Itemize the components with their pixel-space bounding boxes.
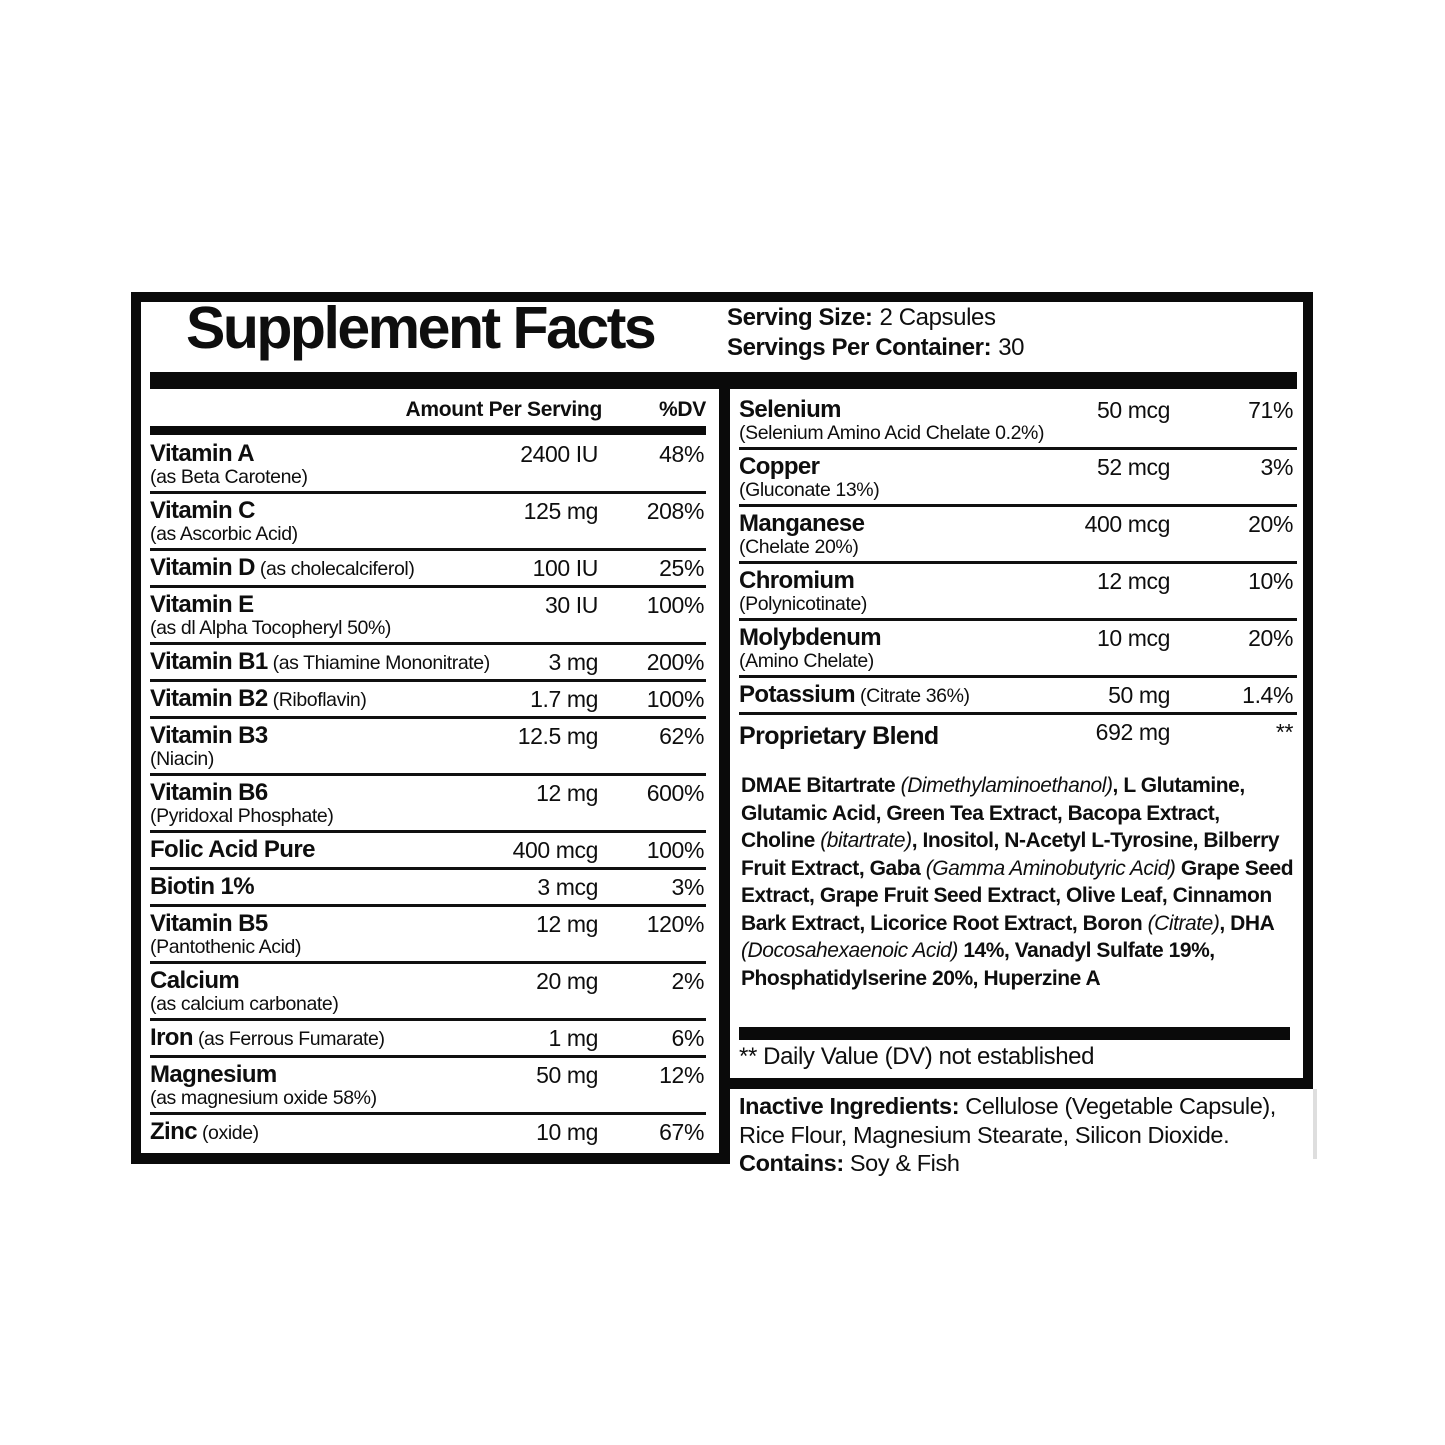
nutrient-label — [739, 510, 1297, 557]
text-segment: , Inositol, N-Acetyl L-Tyrosine, Bilberry Fruit Extract, Gaba — [741, 829, 1280, 880]
nutrient-label — [739, 567, 1297, 614]
nutrient-label — [150, 497, 706, 544]
nutrient-dv: 48% — [659, 441, 704, 467]
nutrient-subname: (Citrate 36%) — [859, 685, 970, 707]
nutrient-amount: 100 IU — [532, 555, 598, 581]
nutrient-row — [150, 830, 706, 867]
nutrient-row — [150, 1055, 706, 1112]
nutrient-amount: 50 mcg — [1096, 397, 1170, 423]
nutrient-subname: (as Ascorbic Acid) — [150, 523, 298, 545]
nutrient-name: Vitamin B3 — [150, 722, 268, 749]
text-segment: , L Glutamine, Glutamic Acid, Green Tea Extract, Bacopa Extract, Choline — [741, 774, 1245, 852]
nutrient-name: Selenium — [739, 396, 841, 423]
nutrient-dv: 100% — [646, 837, 704, 863]
nutrient-label — [150, 722, 706, 769]
text-segment: (bitartrate) — [820, 829, 912, 852]
nutrient-subname: (Pyridoxal Phosphate) — [150, 805, 334, 827]
left-nutrient-column — [150, 437, 706, 1149]
serving-size-value: 2 Capsules — [879, 304, 996, 331]
label-border-left — [131, 292, 141, 1164]
nutrient-name: Iron — [150, 1024, 193, 1051]
nutrient-name: Vitamin C — [150, 497, 255, 524]
nutrient-dv: 3% — [671, 874, 704, 900]
nutrient-dv: 20% — [1248, 511, 1293, 537]
nutrient-name: Vitamin E — [150, 591, 254, 618]
nutrient-dv: 120% — [646, 911, 704, 937]
nutrient-row — [150, 642, 706, 679]
nutrient-subname: (Niacin) — [150, 748, 214, 770]
proprietary-blend-row — [739, 712, 1297, 756]
text-segment: Grape Seed Extract, Grape Fruit Seed Extract, Olive Leaf, Cinnamon Bark Extract, Licorice Root Extract, Boron — [741, 856, 1294, 935]
serving-size-label: Serving Size: — [727, 304, 873, 331]
nutrient-row — [739, 561, 1297, 618]
dv-header: %DV — [659, 398, 706, 421]
nutrient-name: Chromium — [739, 567, 855, 594]
nutrient-dv: 6% — [671, 1025, 704, 1051]
nutrient-dv: 25% — [659, 555, 704, 581]
nutrient-subname: (as Ferrous Fumarate) — [197, 1028, 385, 1050]
right-column-bottom-border — [719, 1078, 1313, 1089]
nutrient-name: Calcium — [150, 967, 240, 994]
nutrient-amount: 30 IU — [545, 592, 598, 618]
text-segment: (Dimethylaminoethanol) — [900, 774, 1113, 797]
nutrient-subname: (as calcium carbonate) — [150, 993, 339, 1015]
header-thick-rule — [150, 372, 1297, 389]
inactive-ingredients — [739, 1092, 1305, 1178]
nutrient-row — [739, 504, 1297, 561]
text-segment: (Docosahexaenoic Acid) — [741, 939, 958, 962]
label-border-right — [1303, 292, 1313, 1089]
nutrient-dv: 600% — [646, 780, 704, 806]
nutrient-amount: 3 mcg — [537, 874, 598, 900]
nutrient-row — [150, 548, 706, 585]
nutrient-row — [150, 491, 706, 548]
nutrient-row — [150, 1018, 706, 1055]
nutrient-subname: (Riboflavin) — [272, 689, 367, 711]
nutrient-row — [739, 675, 1297, 712]
nutrient-subname: (Chelate 20%) — [739, 536, 859, 558]
nutrient-name: Zinc — [150, 1118, 197, 1145]
nutrient-subname: (Selenium Amino Acid Chelate 0.2%) — [739, 422, 1045, 444]
nutrient-name: Vitamin B5 — [150, 910, 268, 937]
nutrient-subname: (Amino Chelate) — [739, 650, 874, 672]
nutrient-row — [739, 618, 1297, 675]
nutrient-amount: 12.5 mg — [517, 723, 598, 749]
amount-per-serving-header: Amount Per Serving — [405, 398, 602, 421]
nutrient-dv: 2% — [671, 968, 704, 994]
nutrient-row — [150, 867, 706, 904]
daily-value-footnote: ** Daily Value (DV) not established — [739, 1043, 1095, 1070]
nutrient-amount: 50 mg — [1108, 682, 1170, 708]
nutrient-dv: 100% — [646, 592, 704, 618]
nutrient-dv: 12% — [659, 1062, 704, 1088]
nutrient-name: Vitamin A — [150, 440, 254, 467]
nutrient-label — [150, 836, 706, 863]
nutrient-subname: (as dl Alpha Tocopheryl 50%) — [150, 617, 392, 639]
inactive-ingredients-line — [739, 1149, 1305, 1178]
nutrient-dv: 67% — [659, 1119, 704, 1145]
servings-per-container-value: 30 — [998, 334, 1025, 361]
nutrient-label — [150, 554, 706, 581]
nutrient-row — [150, 904, 706, 961]
text-segment: (Citrate) — [1147, 911, 1220, 935]
nutrient-dv: 62% — [659, 723, 704, 749]
text-segment: DMAE Bitartrate — [741, 774, 901, 797]
nutrient-row — [150, 961, 706, 1018]
nutrient-amount: 50 mg — [536, 1062, 598, 1088]
nutrient-row — [150, 437, 706, 491]
proprietary-blend-ingredients — [741, 772, 1295, 992]
nutrient-amount: 20 mg — [536, 968, 598, 994]
nutrient-dv: 200% — [646, 649, 704, 675]
nutrient-dv: 3% — [1260, 454, 1293, 480]
nutrient-subname: (oxide) — [201, 1122, 259, 1144]
nutrient-row — [150, 679, 706, 716]
nutrient-subname: (Polynicotinate) — [739, 593, 867, 615]
left-column-header-rule — [150, 426, 706, 435]
nutrient-label — [150, 1061, 706, 1108]
servings-per-container-label: Servings Per Container: — [727, 334, 992, 361]
nutrient-amount: 3 mg — [548, 649, 598, 675]
nutrient-subname: (as cholecalciferol) — [259, 558, 415, 580]
nutrient-label — [739, 396, 1297, 443]
nutrient-dv: 10% — [1248, 568, 1293, 594]
nutrient-name: Vitamin B6 — [150, 779, 268, 806]
nutrient-name: Potassium — [739, 681, 855, 708]
nutrient-amount: 10 mcg — [1096, 625, 1170, 651]
proprietary-blend-dv: ** — [1275, 719, 1293, 745]
table-header-row — [150, 398, 706, 422]
text-segment: Contains: — [739, 1150, 850, 1176]
inactive-ingredients-line — [739, 1092, 1305, 1149]
nutrient-amount: 1.7 mg — [530, 686, 598, 712]
nutrient-amount: 125 mg — [523, 498, 598, 524]
nutrient-amount: 2400 IU — [520, 441, 598, 467]
nutrient-label — [150, 967, 706, 1014]
nutrient-amount: 400 mcg — [1084, 511, 1170, 537]
proprietary-blend-amount: 692 mg — [1095, 719, 1170, 745]
nutrient-name: Vitamin B1 — [150, 648, 268, 675]
nutrient-dv: 71% — [1248, 397, 1293, 423]
text-segment: Cellulose (Vegetable Capsule), Rice Flour, Magnesium Stearate, Silicon Dioxide. — [739, 1093, 1276, 1148]
serving-info — [727, 303, 1293, 363]
nutrient-label — [150, 440, 706, 487]
nutrient-dv: 208% — [646, 498, 704, 524]
nutrient-name: Manganese — [739, 510, 865, 537]
nutrient-subname: (Pantothenic Acid) — [150, 936, 302, 958]
nutrient-subname: (Gluconate 13%) — [739, 479, 880, 501]
page-title: Supplement Facts — [186, 295, 655, 361]
label-border-bottom-left — [131, 1153, 730, 1164]
nutrient-name: Molybdenum — [739, 624, 881, 651]
nutrient-row — [150, 716, 706, 773]
nutrient-amount: 400 mcg — [512, 837, 598, 863]
nutrient-amount: 52 mcg — [1096, 454, 1170, 480]
nutrient-row — [739, 393, 1297, 447]
nutrient-name: Biotin 1% — [150, 873, 254, 900]
text-segment: Inactive Ingredients: — [739, 1093, 966, 1119]
column-divider — [719, 383, 730, 1164]
nutrient-label — [150, 1118, 706, 1145]
nutrient-row — [150, 1112, 706, 1149]
nutrient-amount: 12 mcg — [1096, 568, 1170, 594]
nutrient-name: Folic Acid Pure — [150, 836, 315, 863]
right-nutrient-column — [739, 393, 1297, 992]
nutrient-subname: (as Beta Carotene) — [150, 466, 308, 488]
nutrient-row — [150, 773, 706, 830]
nutrient-label — [739, 624, 1297, 671]
text-segment: , DHA — [1219, 911, 1274, 935]
nutrient-amount: 1 mg — [548, 1025, 598, 1051]
proprietary-blend-name: Proprietary Blend — [739, 722, 939, 750]
nutrient-label — [150, 591, 706, 638]
serving-size-line — [727, 303, 1293, 333]
nutrient-name: Vitamin B2 — [150, 685, 268, 712]
nutrient-subname: (as magnesium oxide 58%) — [150, 1087, 377, 1109]
nutrient-row — [150, 585, 706, 642]
nutrient-row — [739, 447, 1297, 504]
nutrient-label — [150, 1024, 706, 1051]
nutrient-dv: 100% — [646, 686, 704, 712]
nutrient-label — [150, 779, 706, 826]
nutrient-dv: 20% — [1248, 625, 1293, 651]
nutrient-dv: 1.4% — [1242, 682, 1293, 708]
nutrient-name: Magnesium — [150, 1061, 277, 1088]
footnote-thick-rule — [739, 1027, 1290, 1040]
nutrient-amount: 12 mg — [536, 780, 598, 806]
text-segment: (Gamma Aminobutyric Acid) — [925, 856, 1176, 880]
nutrient-label — [150, 873, 706, 900]
nutrient-amount: 10 mg — [536, 1119, 598, 1145]
nutrient-name: Vitamin D — [150, 554, 255, 581]
nutrient-label — [150, 648, 706, 675]
nutrient-label — [150, 910, 706, 957]
label-edge-faint — [1313, 1089, 1317, 1159]
nutrient-label — [739, 681, 1297, 708]
nutrient-subname: (as Thiamine Mononitrate) — [272, 652, 490, 674]
text-segment: 14%, Vanadyl Sulfate 19%, Phosphatidylserine 20%, Huperzine A — [741, 939, 1215, 990]
servings-per-container-line — [727, 333, 1293, 363]
nutrient-amount: 12 mg — [536, 911, 598, 937]
text-segment: Soy & Fish — [849, 1150, 960, 1176]
nutrient-label — [150, 685, 706, 712]
nutrient-label — [739, 453, 1297, 500]
nutrient-name: Copper — [739, 453, 820, 480]
